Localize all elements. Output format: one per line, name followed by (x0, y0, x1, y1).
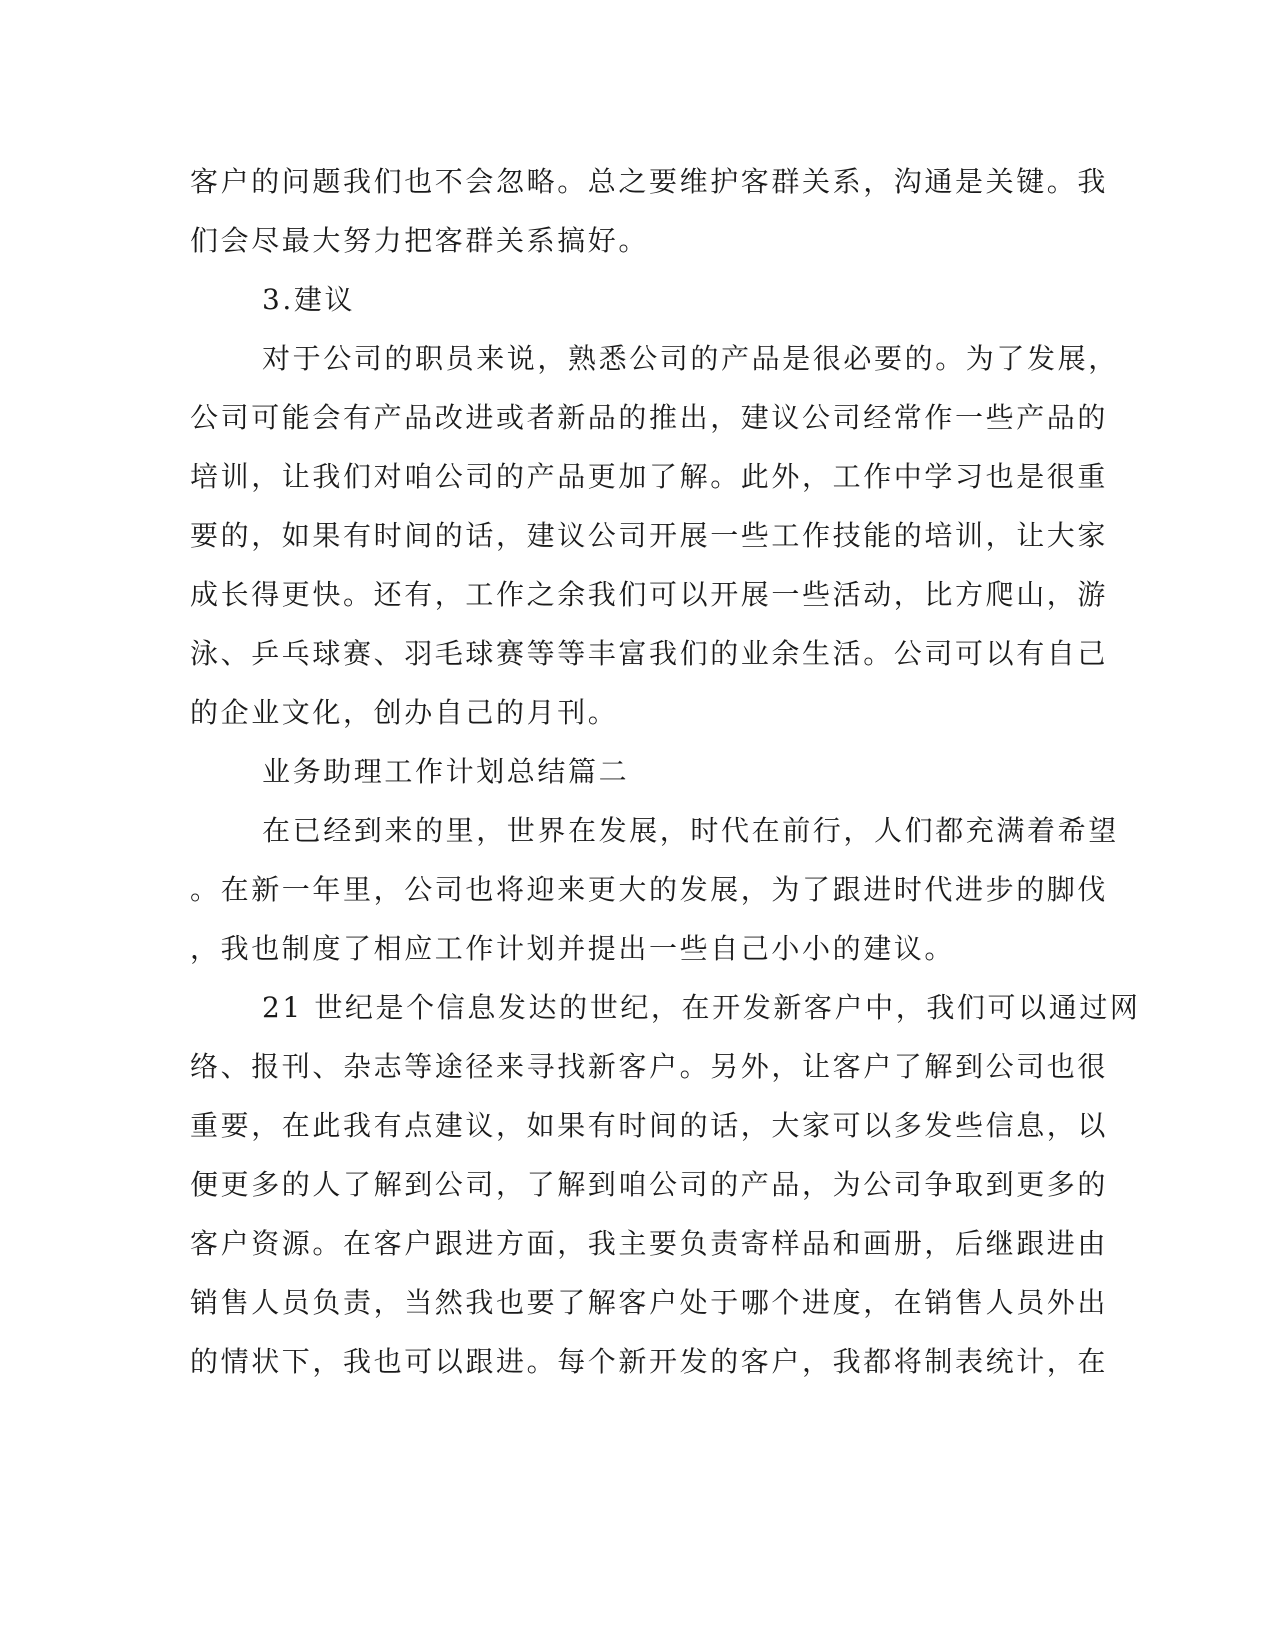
text-line: 的企业文化，创办自己的月刊。 (190, 696, 619, 729)
text-line: 便更多的人了解到公司，了解到咱公司的产品，为公司争取到更多的 (190, 1168, 1109, 1201)
text-line: 。在新一年里，公司也将迎来更大的发展，为了跟进时代进步的脚伐 (190, 873, 1109, 906)
section-heading: 3.建议 (262, 283, 356, 316)
text-line: 培训，让我们对咱公司的产品更加了解。此外，工作中学习也是很重 (190, 460, 1109, 493)
text-line: 客户的问题我们也不会忽略。总之要维护客群关系，沟通是关键。我 (190, 165, 1109, 198)
text-line: 泳、乒乓球赛、羽毛球赛等等丰富我们的业余生活。公司可以有自己 (190, 637, 1109, 670)
text-line: 销售人员负责，当然我也要了解客户处于哪个进度，在销售人员外出 (190, 1286, 1109, 1319)
text-line: 络、报刊、杂志等途径来寻找新客户。另外，让客户了解到公司也很 (190, 1050, 1109, 1083)
section-heading: 业务助理工作计划总结篇二 (262, 755, 630, 788)
text-line: ，我也制度了相应工作计划并提出一些自己小小的建议。 (190, 932, 956, 965)
text-line: 要的，如果有时间的话，建议公司开展一些工作技能的培训，让大家 (190, 519, 1109, 552)
text-line: 成长得更快。还有，工作之余我们可以开展一些活动，比方爬山，游 (190, 578, 1109, 611)
text-line: 们会尽最大努力把客群关系搞好。 (190, 224, 650, 257)
text-line: 的情状下，我也可以跟进。每个新开发的客户，我都将制表统计，在 (190, 1345, 1109, 1378)
text-line: 在已经到来的里，世界在发展，时代在前行，人们都充满着希望 (262, 814, 1119, 847)
text-line: 对于公司的职员来说，熟悉公司的产品是很必要的。为了发展， (262, 342, 1119, 375)
text-line: 重要，在此我有点建议，如果有时间的话，大家可以多发些信息，以 (190, 1109, 1109, 1142)
text-line: 公司可能会有产品改进或者新品的推出，建议公司经常作一些产品的 (190, 401, 1109, 434)
text-line: 21 世纪是个信息发达的世纪，在开发新客户中，我们可以通过网 (262, 991, 1141, 1024)
text-line: 客户资源。在客户跟进方面，我主要负责寄样品和画册，后继跟进由 (190, 1227, 1109, 1260)
